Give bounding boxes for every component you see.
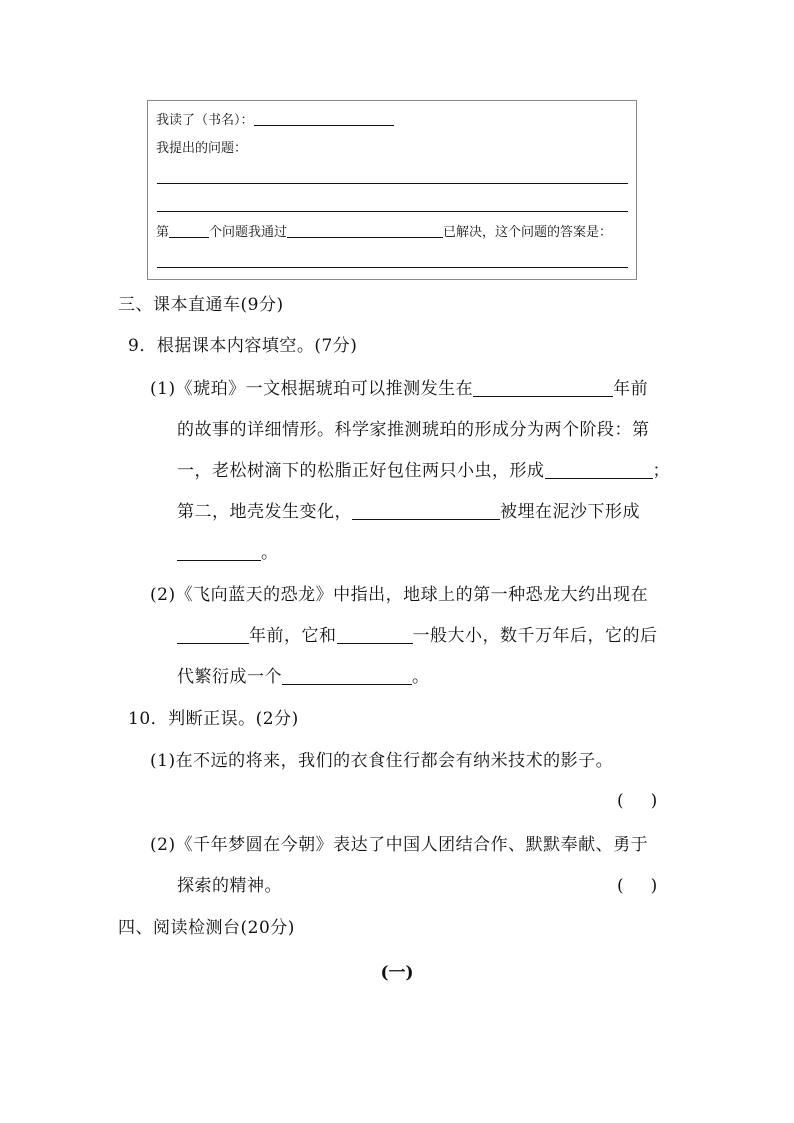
q9-p1-blank-2[interactable]	[545, 462, 653, 479]
reading-record-box	[147, 100, 637, 280]
q9-p2-text-e: 代繁衍成一个	[177, 667, 282, 687]
question-number-blank[interactable]	[169, 225, 209, 238]
q9-p1-line1	[150, 378, 648, 400]
section3-heading: 三、课本直通车(9分)	[118, 295, 284, 315]
q10-s1-answer-paren[interactable]: ( )	[617, 791, 658, 811]
q9-p1-line3	[177, 460, 670, 482]
q9-p1-line4	[177, 501, 640, 523]
book-name-blank[interactable]	[254, 113, 394, 126]
book-name-label: 我读了（书名）：	[156, 113, 254, 128]
q9-p1-text-a: (1)《琥珀》一文根据琥珀可以推测发生在	[150, 379, 474, 399]
q10-s2-answer-paren[interactable]: ( )	[617, 876, 658, 896]
question-answer-line-1[interactable]	[157, 183, 628, 184]
q9-p2-line1: (2)《飞向蓝天的恐龙》中指出，地球上的第一种恐龙大约出现在	[150, 585, 649, 605]
q9-p1-blank-4[interactable]	[177, 544, 261, 561]
solve-row	[156, 225, 612, 241]
answer-line[interactable]	[157, 267, 628, 268]
q9-p1-blank-3[interactable]	[352, 503, 500, 520]
q10-s1: (1)在不远的将来，我们的衣食住行都会有纳米技术的影子。	[150, 751, 614, 771]
q9-p1-line2: 的故事的详细情形。科学家推测琥珀的形成分为两个阶段：第	[177, 420, 650, 440]
q9-p2-line2	[177, 625, 658, 647]
q10-title: 10．判断正误。(2分)	[128, 709, 299, 729]
solve-method-blank[interactable]	[287, 225, 443, 238]
question-answer-line-2[interactable]	[157, 211, 628, 212]
q9-p2-blank-2[interactable]	[337, 627, 413, 644]
q9-p2-text-f: 。	[412, 667, 430, 687]
q9-p2-text-d: 一般大小，数千万年后，它的后	[412, 626, 658, 646]
section4-part-label: (一)	[380, 963, 414, 983]
q10-s2-line1: (2)《千年梦圆在今朝》表达了中国人团结合作、默默奉献、勇于	[150, 835, 649, 855]
q9-p1-line5	[177, 542, 279, 564]
q10-s2-line2: 探索的精神。	[177, 876, 282, 896]
q9-p1-text-b: 年前	[613, 379, 649, 399]
q9-p2-text-b: 年前，它和	[249, 626, 337, 646]
solve-suffix: 已解决，这个问题的答案是：	[443, 225, 613, 240]
solve-prefix: 第	[156, 225, 170, 240]
q9-p1-text-f: 被埋在泥沙下形成	[500, 502, 640, 522]
solve-mid: 个问题我通过	[209, 225, 288, 240]
question-label: 我提出的问题：	[156, 141, 248, 156]
book-name-row	[156, 113, 394, 129]
q9-p2-blank-3[interactable]	[282, 668, 412, 685]
q9-title: 9．根据课本内容填空。(7分)	[128, 336, 358, 356]
q9-p1-text-c: 一，老松树滴下的松脂正好包住两只小虫，形成	[177, 461, 545, 481]
q9-p2-line3	[177, 666, 430, 688]
q9-p1-text-e: 第二，地壳发生变化，	[177, 502, 352, 522]
q9-p1-text-g: 。	[261, 543, 279, 563]
q9-p1-blank-1[interactable]	[473, 380, 613, 397]
q9-p1-text-d: ；	[652, 461, 670, 481]
section4-heading: 四、阅读检测台(20分)	[118, 918, 295, 938]
q9-p2-blank-1[interactable]	[177, 627, 249, 644]
